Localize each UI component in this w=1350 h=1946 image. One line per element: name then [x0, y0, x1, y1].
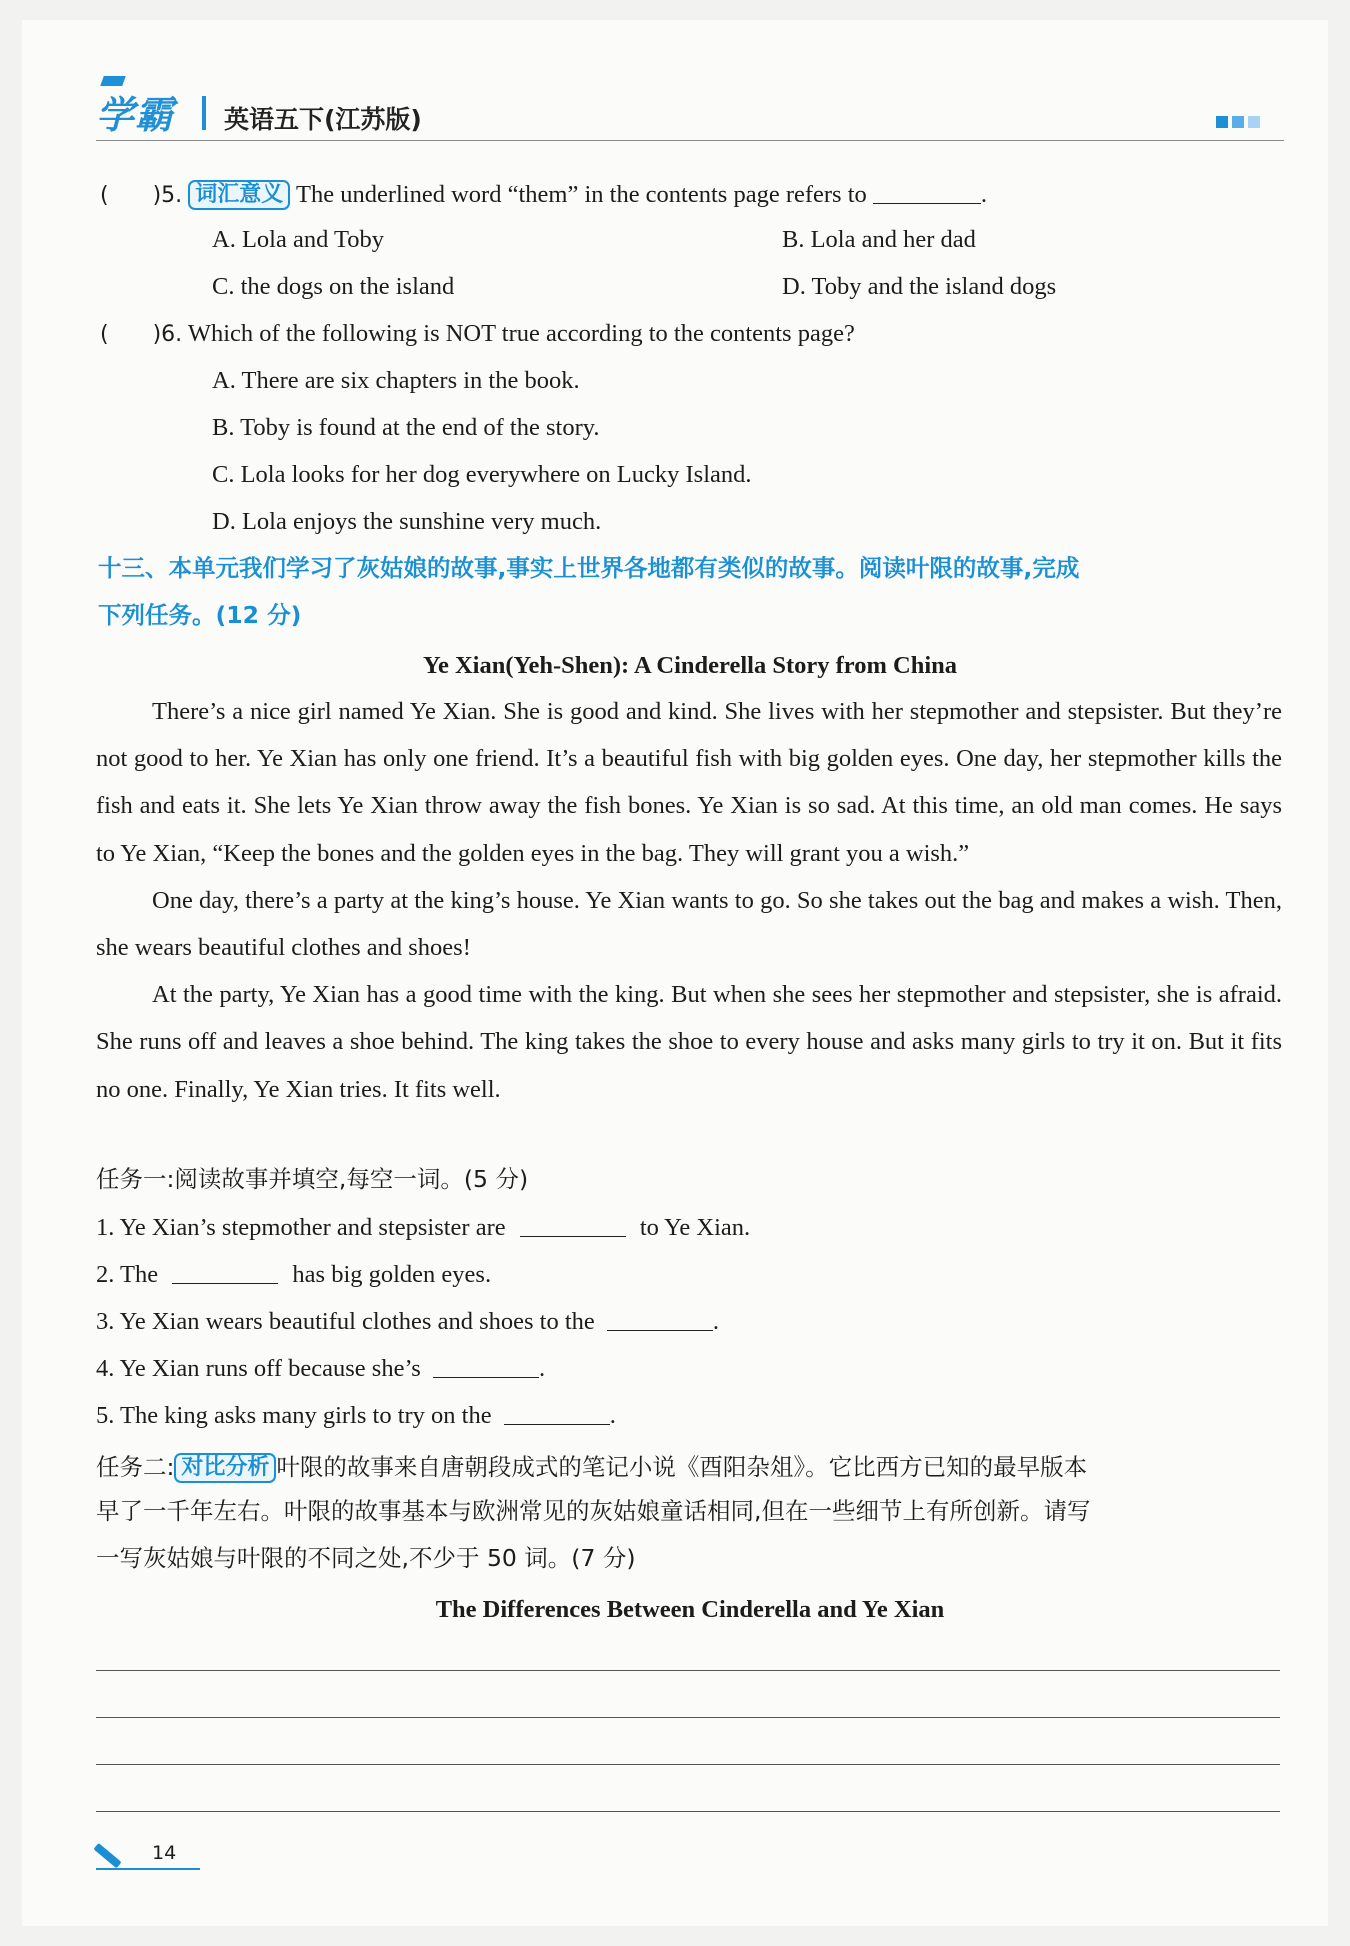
option-c[interactable]: C. Lola looks for her dog everywhere on Lucky Island.: [212, 461, 752, 488]
writing-title: The Differences Between Cinderella and Ye Xian: [435, 1596, 945, 1623]
task-2-text-2: 早了一千年左右。叶限的故事基本与欧洲常见的灰姑娘童话相同,但在一些细节上有所创新。请写: [96, 1497, 1091, 1525]
option-d[interactable]: D. Lola enjoys the sunshine very much.: [212, 508, 602, 535]
task-2-text-3: 一写灰姑娘与叶限的不同之处,不少于 50 词。(7 分): [96, 1544, 636, 1572]
task-1-item-2: 2. The has big golden eyes.: [96, 1261, 492, 1288]
section-13-heading-cont: 下列任务。(12 分): [98, 601, 302, 629]
story-paragraph-2: One day, there’s a party at the king’s house. Ye Xian wants to go. So she takes out the bag and makes a wish. Then, she wears beautiful clothes and shoes!: [96, 886, 1282, 962]
page-number: 14: [152, 1842, 177, 1864]
section-13-heading: 十三、本单元我们学习了灰姑娘的故事,事实上世界各地都有类似的故事。阅读叶限的故事,完成: [98, 554, 1080, 582]
task-2-text-1: 叶限的故事来自唐朝段成式的笔记小说《酉阳杂俎》。它比西方已知的最早版本: [276, 1453, 1088, 1481]
brand-logo: 学霸: [96, 93, 175, 137]
compare-analysis-tag: 对比分析: [174, 1453, 276, 1483]
answer-blank[interactable]: [873, 185, 981, 204]
story-paragraph-3: At the party, Ye Xian has a good time with the king. But when she sees her stepmother and stepsister, she is afraid. She runs off and leaves a shoe behind. The king takes the shoe to every house and asks many girls to try it on. But it fits no one. Finally, Ye Xian tries. It fits well.: [96, 981, 1282, 1103]
option-b[interactable]: B. Lola and her dad: [782, 226, 976, 253]
answer-blank[interactable]: [520, 1218, 626, 1237]
task-1-heading: 任务一:阅读故事并填空,每空一词。(5 分): [96, 1165, 529, 1193]
story-title: Ye Xian(Yeh-Shen): A Cinderella Story from China: [422, 652, 958, 679]
writing-line[interactable]: [96, 1764, 1280, 1765]
task-1-item-1: 1. Ye Xian’s stepmother and stepsister are to Ye Xian.: [96, 1214, 751, 1241]
option-b[interactable]: B. Toby is found at the end of the story.: [212, 414, 600, 441]
question-5: ( )5. 词汇意义 The underlined word “them” in the contents page refers to .: [100, 180, 987, 210]
question-6-stem: Which of the following is NOT true according to the contents page?: [187, 320, 855, 347]
footer-rule: [96, 1868, 200, 1870]
header-rule: [96, 140, 1284, 141]
writing-line[interactable]: [96, 1811, 1280, 1812]
task-2-intro: [96, 1453, 1087, 1483]
option-d[interactable]: D. Toby and the island dogs: [782, 273, 1057, 300]
question-6: [100, 322, 855, 347]
answer-blank[interactable]: [504, 1406, 610, 1425]
task-1-item-4: 4. Ye Xian runs off because she’s .: [96, 1355, 546, 1382]
answer-blank[interactable]: [607, 1312, 713, 1331]
question-5-number: ( )5.: [100, 183, 183, 208]
story-text: [96, 688, 1282, 1113]
writing-line[interactable]: [96, 1717, 1280, 1718]
answer-blank[interactable]: [172, 1265, 278, 1284]
header-decoration: [1216, 116, 1260, 128]
header-divider: [202, 96, 206, 130]
option-a[interactable]: A. There are six chapters in the book.: [212, 367, 580, 394]
vocab-meaning-tag: 词汇意义: [188, 180, 290, 210]
book-title: 英语五下(江苏版): [224, 105, 422, 134]
page-header: [96, 82, 1284, 142]
question-6-number: ( )6.: [100, 322, 183, 347]
writing-line[interactable]: [96, 1670, 1280, 1671]
task-1-item-5: 5. The king asks many girls to try on the .: [96, 1402, 616, 1429]
question-5-stem: The underlined word “them” in the contents page refers to: [296, 181, 867, 208]
story-paragraph-1: There’s a nice girl named Ye Xian. She is good and kind. She lives with her stepmother and stepsister. But they’re not good to her. Ye Xian has only one friend. It’s a beautiful fish with big golden eyes. One day, her stepmother kills the fish and eats it. She lets Ye Xian throw away the fish bones. Ye Xian is so sad. At this time, an old man comes. He says to Ye Xian, “Keep the bones and the golden eyes in the bag. They will grant you a wish.”: [96, 698, 1282, 867]
task-1-item-3: 3. Ye Xian wears beautiful clothes and shoes to the .: [96, 1308, 719, 1335]
option-a[interactable]: A. Lola and Toby: [212, 226, 385, 253]
task-2-label: 任务二:: [96, 1453, 175, 1481]
option-c[interactable]: C. the dogs on the island: [212, 273, 455, 300]
answer-blank[interactable]: [433, 1359, 539, 1378]
